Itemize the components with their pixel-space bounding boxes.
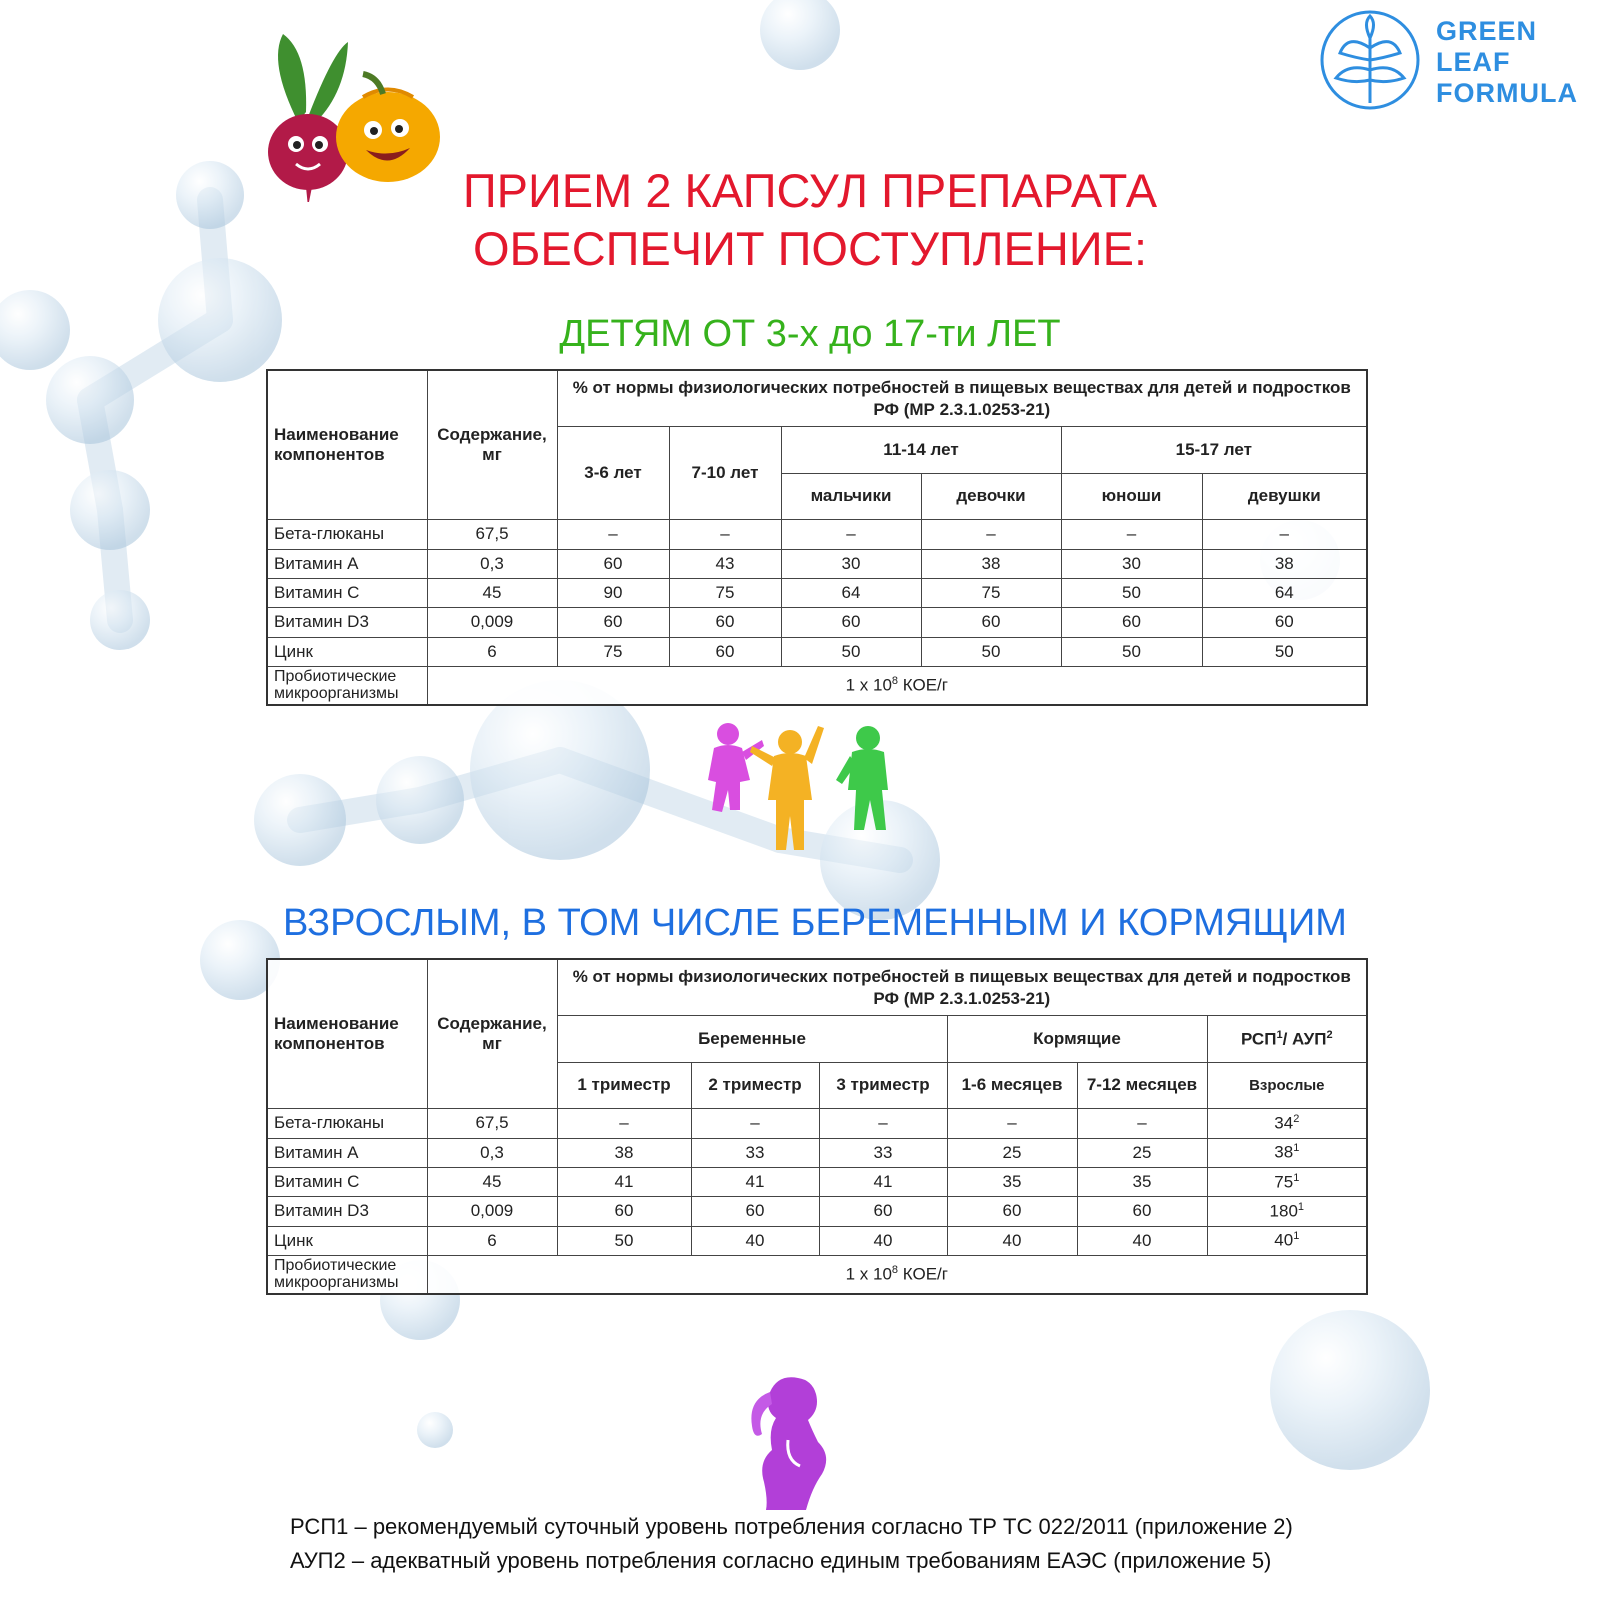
cell: 60 xyxy=(557,1197,691,1226)
cell-value: 34 xyxy=(1274,1113,1294,1133)
row-content: 0,009 xyxy=(427,608,557,637)
table-row xyxy=(267,578,1367,607)
cell: 40 xyxy=(691,1226,819,1255)
cell: 60 xyxy=(819,1197,947,1226)
row-name: Цинк xyxy=(267,637,427,666)
page-title xyxy=(300,162,1320,278)
cell: 30 xyxy=(1061,549,1202,578)
cell: 40 xyxy=(1077,1226,1207,1255)
cell: 60 xyxy=(669,637,781,666)
table-row xyxy=(267,637,1367,666)
table-row xyxy=(267,1197,1367,1226)
cell: 35 xyxy=(1077,1167,1207,1196)
cell-value: 40 xyxy=(1274,1231,1294,1251)
playing-children-silhouettes-icon xyxy=(700,720,960,880)
pregnant-header: Беременные xyxy=(557,1016,947,1063)
col-content-header: Содержание, мг xyxy=(427,370,557,520)
cell: – xyxy=(1202,520,1367,549)
adults-section-title: ВЗРОСЛЫМ, В ТОМ ЧИСЛЕ БЕРЕМЕННЫМ И КОРМЯЩИМ xyxy=(283,902,1347,944)
cell: 60 xyxy=(921,608,1061,637)
cell-sup: 1 xyxy=(1293,1142,1300,1155)
cell: 64 xyxy=(781,578,921,607)
probiotic-row xyxy=(267,1255,1367,1294)
youths-header: юноши xyxy=(1061,473,1202,520)
cell: – xyxy=(557,520,669,549)
row-name: Витамин С xyxy=(267,578,427,607)
cell xyxy=(1207,1109,1367,1138)
cell xyxy=(1207,1167,1367,1196)
cell-value: 38 xyxy=(1274,1143,1294,1163)
cell: 75 xyxy=(557,637,669,666)
cell: 40 xyxy=(947,1226,1077,1255)
rsp-sup: 1 xyxy=(1276,1028,1283,1041)
cell: – xyxy=(669,520,781,549)
pregnant-woman-silhouette-icon xyxy=(728,1370,858,1510)
cell: 25 xyxy=(947,1138,1077,1167)
brand-line-1: GREEN xyxy=(1436,16,1538,46)
months-1-6-header: 1-6 месяцев xyxy=(947,1062,1077,1109)
row-content: 45 xyxy=(427,1167,557,1196)
cell: – xyxy=(921,520,1061,549)
young-women-header: девушки xyxy=(1202,473,1367,520)
cell: – xyxy=(781,520,921,549)
cell: 38 xyxy=(557,1138,691,1167)
cell: 75 xyxy=(921,578,1061,607)
cell: – xyxy=(1061,520,1202,549)
rsp-label: РСП xyxy=(1241,1029,1277,1049)
row-content: 0,009 xyxy=(427,1197,557,1226)
probiotic-unit: КОЕ/г xyxy=(898,675,948,695)
row-content: 0,3 xyxy=(427,1138,557,1167)
cell: 60 xyxy=(691,1197,819,1226)
months-7-12-header: 7-12 месяцев xyxy=(1077,1062,1207,1109)
cell: 33 xyxy=(691,1138,819,1167)
age-11-14-header: 11-14 лет xyxy=(781,427,1061,474)
cell xyxy=(1207,1197,1367,1226)
probiotic-base: 1 х 10 xyxy=(845,1264,892,1284)
age-7-10-header: 7-10 лет xyxy=(669,427,781,520)
cell: 41 xyxy=(819,1167,947,1196)
cell: 50 xyxy=(1061,637,1202,666)
nursing-header: Кормящие xyxy=(947,1016,1207,1063)
col-content-header: Содержание, мг xyxy=(427,959,557,1109)
trimester-2-header: 2 триместр xyxy=(691,1062,819,1109)
cell: 35 xyxy=(947,1167,1077,1196)
col-percent-header: % от нормы физиологических потребностей в пищевых веществах для детей и подростков РФ (МР 2.3.1.0253-21) xyxy=(557,959,1367,1016)
probiotic-value xyxy=(427,666,1367,705)
cell xyxy=(1207,1226,1367,1255)
cell-sup: 1 xyxy=(1293,1171,1300,1184)
aup-sup: 2 xyxy=(1326,1028,1333,1041)
probiotic-unit: КОЕ/г xyxy=(898,1264,948,1284)
table-row xyxy=(267,520,1367,549)
col-name-header: Наименование компонентов xyxy=(267,370,427,520)
cell-value: 180 xyxy=(1269,1201,1298,1221)
cell-value: 75 xyxy=(1274,1172,1294,1192)
kids-nutrition-table xyxy=(266,369,1368,706)
probiotic-row xyxy=(267,666,1367,705)
cell: 38 xyxy=(921,549,1061,578)
row-name: Бета-глюканы xyxy=(267,1109,427,1138)
row-content: 0,3 xyxy=(427,549,557,578)
cell: 64 xyxy=(1202,578,1367,607)
row-content: 67,5 xyxy=(427,1109,557,1138)
girls-header: девочки xyxy=(921,473,1061,520)
row-name: Витамин А xyxy=(267,549,427,578)
cell-sup: 1 xyxy=(1293,1230,1300,1243)
cell: 38 xyxy=(1202,549,1367,578)
col-percent-header: % от нормы физиологических потребностей в пищевых веществах для детей и подростков РФ (МР 2.3.1.0253-21) xyxy=(557,370,1367,427)
brand-line-3: FORMULA xyxy=(1436,78,1578,108)
footnote-rsp: РСП1 – рекомендуемый суточный уровень потребления согласно ТР ТС 022/2011 (приложение 2) xyxy=(290,1514,1293,1539)
age-15-17-header: 15-17 лет xyxy=(1061,427,1367,474)
cell: 60 xyxy=(1061,608,1202,637)
row-name: Витамин С xyxy=(267,1167,427,1196)
table-row xyxy=(267,1167,1367,1196)
cell: – xyxy=(947,1109,1077,1138)
cell: 50 xyxy=(781,637,921,666)
table-row xyxy=(267,1226,1367,1255)
kids-section-title: ДЕТЯМ ОТ 3-х до 17-ти ЛЕТ xyxy=(559,313,1061,355)
col-name-header: Наименование компонентов xyxy=(267,959,427,1109)
cell xyxy=(1207,1138,1367,1167)
adults-header: Взрослые xyxy=(1207,1062,1367,1109)
leaf-circle-logo-icon xyxy=(1318,8,1422,112)
cell: 30 xyxy=(781,549,921,578)
cell: 33 xyxy=(819,1138,947,1167)
rsp-aup-header xyxy=(1207,1016,1367,1063)
cell: – xyxy=(1077,1109,1207,1138)
cell: – xyxy=(557,1109,691,1138)
cell: 60 xyxy=(1077,1197,1207,1226)
cell: 50 xyxy=(557,1226,691,1255)
cell: – xyxy=(691,1109,819,1138)
table-row xyxy=(267,1109,1367,1138)
aup-label: / АУП xyxy=(1282,1029,1327,1049)
cell: 75 xyxy=(669,578,781,607)
footnote-aup: АУП2 – адекватный уровень потребления согласно единым требованиям ЕАЭС (приложение 5) xyxy=(290,1548,1272,1573)
title-line-2: ОБЕСПЕЧИТ ПОСТУПЛЕНИЕ: xyxy=(472,222,1148,275)
cell: 60 xyxy=(557,549,669,578)
row-content: 6 xyxy=(427,637,557,666)
row-name: Витамин D3 xyxy=(267,1197,427,1226)
cell: 40 xyxy=(819,1226,947,1255)
probiotic-base: 1 х 10 xyxy=(845,675,892,695)
cell: 60 xyxy=(1202,608,1367,637)
boys-header: мальчики xyxy=(781,473,921,520)
age-3-6-header: 3-6 лет xyxy=(557,427,669,520)
brand-logo xyxy=(1318,8,1588,118)
cell: 60 xyxy=(781,608,921,637)
adults-nutrition-table xyxy=(266,958,1368,1295)
cell: 50 xyxy=(1061,578,1202,607)
row-content: 6 xyxy=(427,1226,557,1255)
cell: 60 xyxy=(669,608,781,637)
row-name: Цинк xyxy=(267,1226,427,1255)
probiotic-exponent: 8 xyxy=(891,675,899,688)
probiotic-exponent: 8 xyxy=(891,1264,899,1277)
probiotic-value xyxy=(427,1255,1367,1294)
cell: 90 xyxy=(557,578,669,607)
row-name: Витамин А xyxy=(267,1138,427,1167)
table-row xyxy=(267,549,1367,578)
cell: 25 xyxy=(1077,1138,1207,1167)
cell-sup: 2 xyxy=(1293,1113,1300,1126)
title-line-1: ПРИЕМ 2 КАПСУЛ ПРЕПАРАТА xyxy=(462,164,1158,217)
cell: 50 xyxy=(1202,637,1367,666)
cell: 41 xyxy=(557,1167,691,1196)
table-row xyxy=(267,608,1367,637)
table-row xyxy=(267,1138,1367,1167)
row-content: 67,5 xyxy=(427,520,557,549)
cell: 60 xyxy=(557,608,669,637)
row-name: Пробиотические микроорганизмы xyxy=(267,1255,427,1294)
row-name: Пробиотические микроорганизмы xyxy=(267,666,427,705)
row-content: 45 xyxy=(427,578,557,607)
cell: 43 xyxy=(669,549,781,578)
cell: 41 xyxy=(691,1167,819,1196)
trimester-1-header: 1 триместр xyxy=(557,1062,691,1109)
brand-line-2: LEAF xyxy=(1436,47,1511,77)
cell-sup: 1 xyxy=(1297,1201,1305,1214)
footnotes xyxy=(290,1510,1390,1578)
cell: – xyxy=(819,1109,947,1138)
row-name: Витамин D3 xyxy=(267,608,427,637)
cell: 60 xyxy=(947,1197,1077,1226)
row-name: Бета-глюканы xyxy=(267,520,427,549)
cell: 50 xyxy=(921,637,1061,666)
trimester-3-header: 3 триместр xyxy=(819,1062,947,1109)
